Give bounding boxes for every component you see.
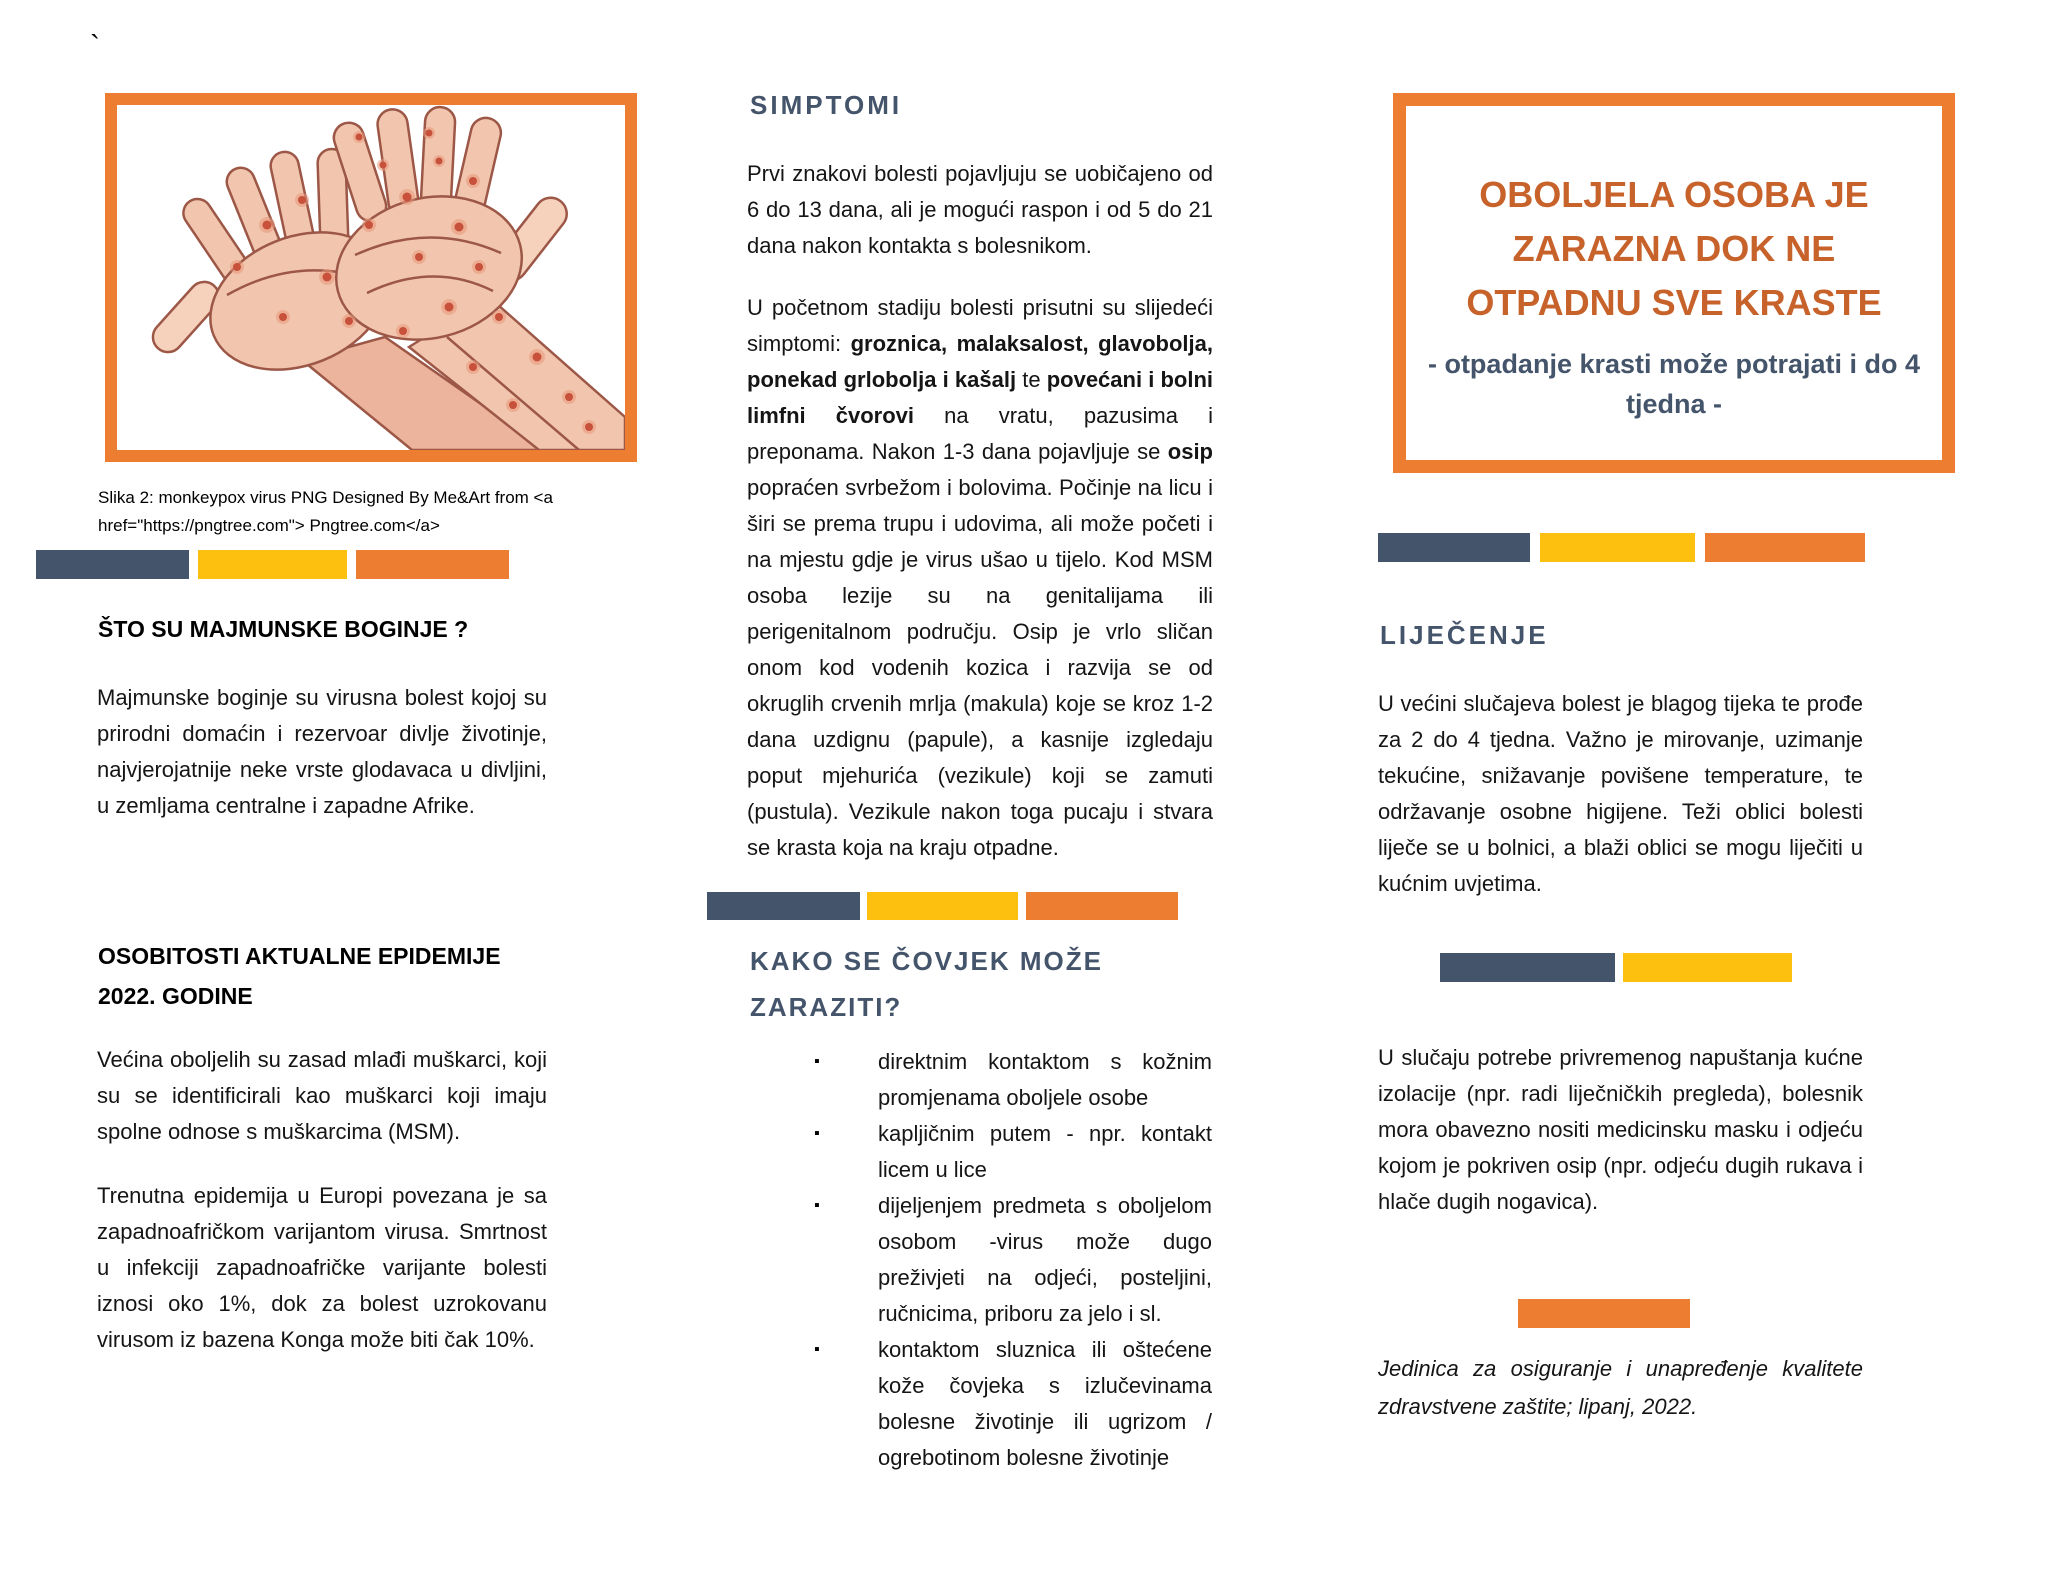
symptoms-text-segment: U početnom stadiju bolesti prisutni su slijedeći simptomi: — [747, 295, 1213, 356]
divider-bar-slate — [36, 550, 189, 579]
divider-bar-slate — [1440, 953, 1615, 982]
symptoms-bold-fever: groznica, malaksalost, glavobolja, ponekad grlobolja i kašalj — [747, 331, 1213, 392]
symptoms-text-segment: te — [1016, 367, 1047, 392]
publisher-footer-note: Jedinica za osiguranje i unapređenje kvalitete zdravstvene zaštite; lipanj, 2022. — [1378, 1356, 1863, 1419]
paragraph-isolation-mask: U slučaju potrebe privremenog napuštanja kućne izolacije (npr. radi liječničkih pregleda), bolesnik mora obavezno nositi medicinsku masku i odjeću kojom je pokriven osip (npr. odjeću dugih rukava i hlače dugih nogavica). — [1378, 1045, 1863, 1214]
divider-bar-slate — [1378, 533, 1530, 562]
bullet-icon: ▪ — [814, 1053, 820, 1070]
section-heading-what-are-monkeypox: ŠTO SU MAJMUNSKE BOGINJE ? — [98, 616, 469, 642]
divider-bar-orange — [1705, 533, 1865, 562]
paragraph-symptoms-detail — [747, 290, 1213, 866]
section-heading-epidemic-2022: OSOBITOSTI AKTUALNE EPIDEMIJE 2022. GODINE — [98, 943, 501, 1009]
list-item — [800, 1116, 1212, 1188]
symptoms-text-segment: popraćen svrbežom i bolovima. Počinje na licu i širi se prema trupu i udovima, ali može početi i na mjestu gdje je virus ušao u tijelo. Kod MSM osoba lezije su na genitalijama ili perigenitalnom području. Osip je vrlo sličan onom kod vodenih kozica i razvija se od okruglih crvenih mrlja (makula) koje se kroz 1-2 dana uzdignu (papule), a kasnije izgledaju poput mjehurića (vezikule) koji se zamuti (pustula). Vezikule nakon toga pucaju i stvara se krasta koja na kraju otpadne. — [747, 475, 1213, 860]
bullet-icon: ▪ — [814, 1197, 820, 1214]
divider-bar-gold — [1623, 953, 1792, 982]
divider-bar-slate — [707, 892, 860, 920]
bullet-text-animal-contact: kontaktom sluznica ili oštećene kože čovjeka s izlučevinama bolesne životinje ili ugrizom / ogrebotinom bolesne životinje — [878, 1337, 1212, 1470]
stray-mark: ` — [90, 30, 100, 63]
bullet-text-droplets: kapljičnim putem - npr. kontakt licem u lice — [878, 1121, 1212, 1182]
transmission-bullet-list — [800, 1044, 1212, 1476]
monkeypox-hands-image-frame — [105, 93, 637, 462]
divider-bar-orange — [356, 550, 509, 579]
contagious-warning-box — [1393, 93, 1955, 473]
divider-bar-gold — [867, 892, 1018, 920]
warning-box-subtitle: - otpadanje krasti može potrajati i do 4 tjedna - — [1427, 349, 1921, 419]
bullet-icon: ▪ — [814, 1125, 820, 1142]
list-item — [800, 1044, 1212, 1116]
bullet-text-direct-contact: direktnim kontaktom s kožnim promjenama oboljele osobe — [878, 1049, 1212, 1110]
bullet-text-shared-objects: dijeljenjem predmeta s oboljelom osobom -virus može dugo preživjeti na odjeći, posteljini, ručnicima, priboru za jelo i sl. — [878, 1193, 1212, 1326]
paragraph-treatment: U većini slučajeva bolest je blagog tijeka te prođe za 2 do 4 tjedna. Važno je mirovanje, uzimanje tekućine, snižavanje povišene temperature, te održavanje osobne higijene. Teži oblici bolesti liječe se u bolnici, a blaži oblici se mogu liječiti u kućnim uvjetima. — [1378, 691, 1863, 896]
symptoms-bold-lymph-nodes: povećani i bolni limfni čvorovi — [747, 367, 1214, 428]
list-item — [800, 1188, 1212, 1332]
paragraph-epidemic-variant: Trenutna epidemija u Europi povezana je sa zapadnoafričkom varijantom virusa. Smrtnost u infekciji zapadnoafričke varijante bolesti iznosi oko 1%, dok za bolest uzrokovanu virusom iz bazena Konga može biti čak 10%. — [97, 1183, 547, 1352]
bullet-icon: ▪ — [814, 1341, 820, 1358]
paragraph-epidemic-msm: Većina oboljelih su zasad mlađi muškarci, koji su se identificirali kao muškarci koji imaju spolne odnose s muškarcima (MSM). — [97, 1047, 547, 1144]
symptoms-bold-rash: osip — [1167, 439, 1213, 464]
paragraph-symptoms-onset: Prvi znakovi bolesti pojavljuju se uobičajeno od 6 do 13 dana, ali je mogući raspon i od 5 do 21 dana nakon kontakta s bolesnikom. — [747, 161, 1213, 258]
monkeypox-hands-illustration — [117, 105, 625, 450]
section-heading-how-infected: KAKO SE ČOVJEK MOŽE ZARAZITI? — [750, 946, 1103, 1022]
divider-bar-gold — [1540, 533, 1695, 562]
divider-bar-gold — [198, 550, 347, 579]
section-heading-treatment: LIJEČENJE — [1380, 620, 1549, 650]
section-heading-symptoms: SIMPTOMI — [750, 90, 903, 120]
symptoms-text-segment: na vratu, pazusima i preponama. Nakon 1-3 dana pojavljuje se — [747, 403, 1213, 464]
divider-bar-orange — [1518, 1299, 1690, 1328]
list-item — [800, 1332, 1212, 1476]
warning-box-title: OBOLJELA OSOBA JE ZARAZNA DOK NE OTPADNU SVE KRASTE — [1466, 174, 1882, 323]
divider-bar-orange — [1026, 892, 1178, 920]
image-caption: Slika 2: monkeypox virus PNG Designed By Me&Art from <a href="https://pngtree.com"> Pngtree.com</a> — [98, 488, 553, 535]
paragraph-what-are-monkeypox: Majmunske boginje su virusna bolest kojoj su prirodni domaćin i rezervoar divlje životinje, najvjerojatnije neke vrste glodavaca u divljini, u zemljama centralne i zapadne Afrike. — [97, 685, 547, 818]
